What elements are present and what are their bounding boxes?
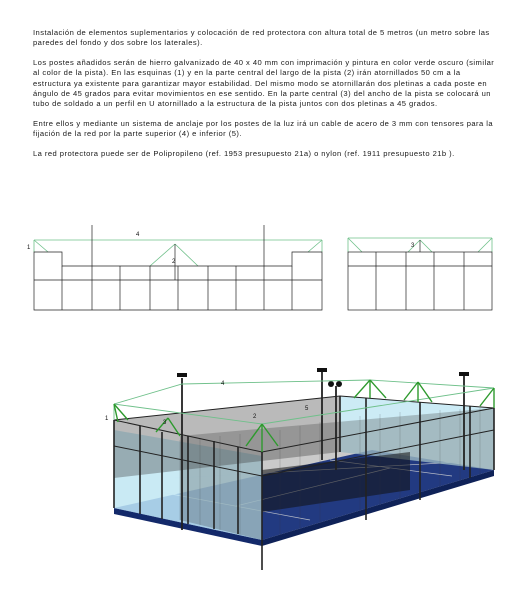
court-label-cable-top: 4 — [221, 381, 225, 387]
paragraph-posts: Los postes añadidos serán de hierro galvanizado de 40 x 40 mm con imprimación y pintura en color verde oscuro (similar al color de la pista). En las esquinas (1) y en la parte central del largo de la pista (2) irán atornillados 50 cm a la estructura ya existente para garantizar mayor estabilidad. Del mismo modo se atornillarán dos pletinas a cada poste en ángulo de 45 grados para evitar movimientos en ese sentido. En la parte central (3) del ancho de la pista se colocará un tubo de soldado a un perfil en U atornillado a la estructura de la pista juntos con dos pletinas a 45 grados. — [33, 57, 495, 109]
court-label-cable-bottom: 5 — [305, 406, 309, 412]
end-elevation-diagram — [348, 238, 492, 310]
side-structure — [34, 225, 322, 310]
end-label-center: 3 — [411, 243, 415, 249]
court-label-corner: 1 — [105, 416, 109, 422]
paragraph-intro: Instalación de elementos suplementarios y colocación de red protectora con altura total de 5 metros (un metro sobre las paredes del fondo y dos sobre los laterales). — [33, 28, 490, 48]
side-label-cable: 4 — [136, 232, 140, 238]
side-label-corner: 1 — [27, 245, 31, 251]
side-net-outline — [34, 240, 322, 266]
court-label-center-long: 2 — [253, 414, 257, 420]
court-3d-illustration — [105, 368, 494, 570]
paragraph-net: La red protectora puede ser de Polipropileno (ref. 1953 presupuesto 21a) o nylon (ref. 1911 presupuesto 21b ). — [33, 148, 455, 158]
court-label-center-wide: 3 — [163, 420, 167, 426]
side-label-center: 2 — [172, 259, 176, 265]
side-elevation-diagram — [27, 225, 322, 310]
paragraph-cable: Entre ellos y mediante un sistema de anclaje por los postes de la luz irá un cable de acero de 3 mm con tensores para la fijación de la red por la parte superior (4) e inferior (5). — [33, 118, 494, 139]
end-structure — [348, 240, 492, 310]
